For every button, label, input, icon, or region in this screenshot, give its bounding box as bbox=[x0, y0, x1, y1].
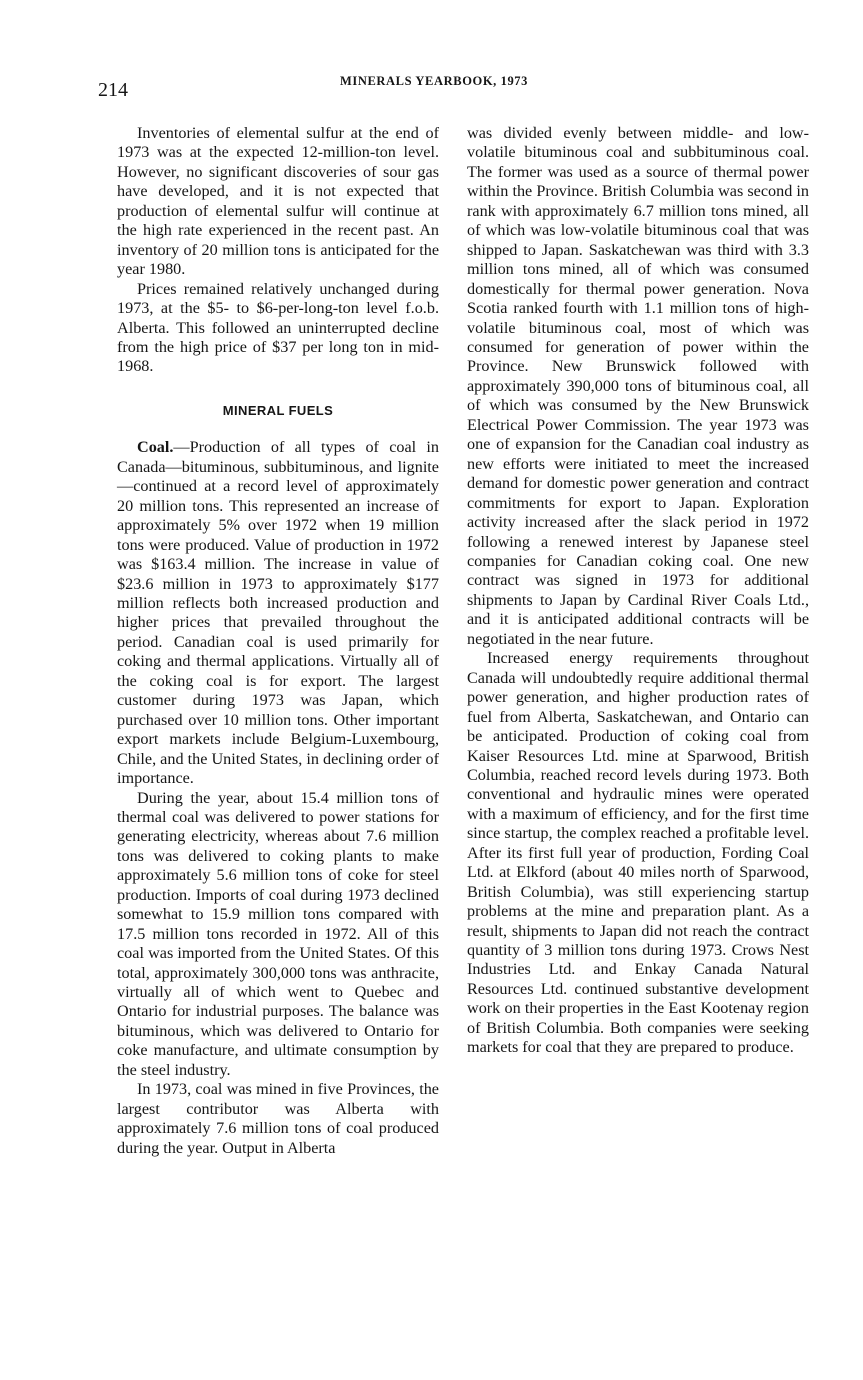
paragraph-energy-requirements: Increased energy requirements throughout Canada will undoubtedly require additional thermal power generation, and higher production rates of fuel from Alberta, Saskatchewan, and Ontario can be anticipated. Production of coking coal from Kaiser Resources Ltd. mine at Sparwood, British Columbia, reached record levels during 1973. Both conventional and hydraulic mines were operated with a maximum of efficiency, and for the first time since startup, the complex reached a profitable level. After its first full year of production, Fording Coal Ltd. at Elkford (about 40 miles north of Sparwood, British Columbia), was still experiencing startup problems at the mine and preparation plant. As a result, shipments to Japan did not reach the contract quantity of 3 million tons during 1973. Crows Nest Industries Ltd. and Enkay Canada Natural Resources Ltd. continued substantive development work on their properties in the East Kootenay region of British Columbia. Both companies were seeking markets for coal that they are prepared to produce. bbox=[467, 649, 809, 1057]
section-heading-mineral-fuels: MINERAL FUELS bbox=[222, 402, 334, 418]
paragraph-sulfur-inventory: Inventories of elemental sulfur at the end of 1973 was at the expected 12-million-ton level. However, no significant discoveries of sour gas have developed, and it is not expected that production of elemental sulfur will continue at the high rate experienced in the recent past. An inventory of 20 million tons is anticipated for the year 1980. bbox=[117, 124, 439, 279]
paragraph-provincial-output: was divided evenly between middle- and low-volatile bituminous coal and subbituminous coal. The former was used as a source of thermal power within the Province. British Columbia was second in rank with approximately 6.7 million tons mined, all of which was low-volatile bituminous coal that was shipped to Japan. Saskatchewan was third with 3.3 million tons mined, all of which was consumed domestically for thermal power generation. Nova Scotia ranked fourth with 1.1 million tons of high-volatile bituminous coal, most of which was consumed for generation of power within the Province. New Brunswick followed with approximately 390,000 tons of bituminous coal, all of which was consumed by the New Brunswick Electrical Power Commission. The year 1973 was one of expansion for the Canadian coal industry as new efforts were initiated to meet the increased demand for domestic power generation and contract commitments for export to Japan. Exploration activity increased after the slack period in 1972 following a renewed interest by Japanese steel companies for Canadian coking coal. One new contract was signed in 1973 for additional shipments to Japan by Cardinal River Coals Ltd., and it is anticipated additional contracts will be negotiated in the near future. bbox=[467, 124, 809, 648]
paragraph-sulfur-prices: Prices remained relatively unchanged during 1973, at the $5- to $6-per-long-ton level f.o.b. Alberta. This followed an uninterrupted decline from the high price of $37 per long ton in mid-1968. bbox=[117, 279, 439, 376]
page-number: 214 bbox=[98, 79, 128, 101]
coal-paragraph-text: —Production of all types of coal in Canada—bituminous, subbituminous, and lignite—continued at a record level of approximately 20 million tons. This represented an increase of approximately 5% over 1972 when 19 million tons were produced. Value of production in 1972 was $163.4 million. The increase in value of $23.6 million in 1973 to approximately $177 million reflects both increased production and higher prices that prevailed throughout the period. Canadian coal is used primarily for coking and thermal applications. Virtually all of the coking coal is for export. The largest customer during 1973 was Japan, which purchased over 10 million tons. Other important export markets include Belgium-Luxembourg, Chile, and the United States, in declining order of importance. bbox=[117, 438, 439, 788]
right-column bbox=[467, 124, 809, 1058]
paragraph-coal bbox=[117, 438, 439, 788]
paragraph-provinces: In 1973, coal was mined in five Provinces, the largest contributor was Alberta with approximately 7.6 million tons of coal produced during the year. Output in Alberta bbox=[117, 1080, 439, 1157]
left-column bbox=[117, 124, 439, 1158]
running-title: MINERALS YEARBOOK, 1973 bbox=[340, 74, 529, 88]
paragraph-thermal-coal: During the year, about 15.4 million tons of thermal coal was delivered to power stations for generating electricity, whereas about 7.6 million tons was delivered to coking plants to make approximately 5.6 million tons of coke for steel production. Imports of coal during 1973 declined somewhat to 15.9 million tons compared with 17.5 million tons recorded in 1972. All of this coal was imported from the United States. Of this total, approximately 300,000 tons was anthracite, virtually all of which went to Quebec and Ontario for industrial purposes. The balance was bituminous, which was delivered to Ontario for coke manufacture, and ultimate consumption by the steel industry. bbox=[117, 788, 439, 1079]
coal-run-in-heading: Coal. bbox=[137, 438, 174, 457]
